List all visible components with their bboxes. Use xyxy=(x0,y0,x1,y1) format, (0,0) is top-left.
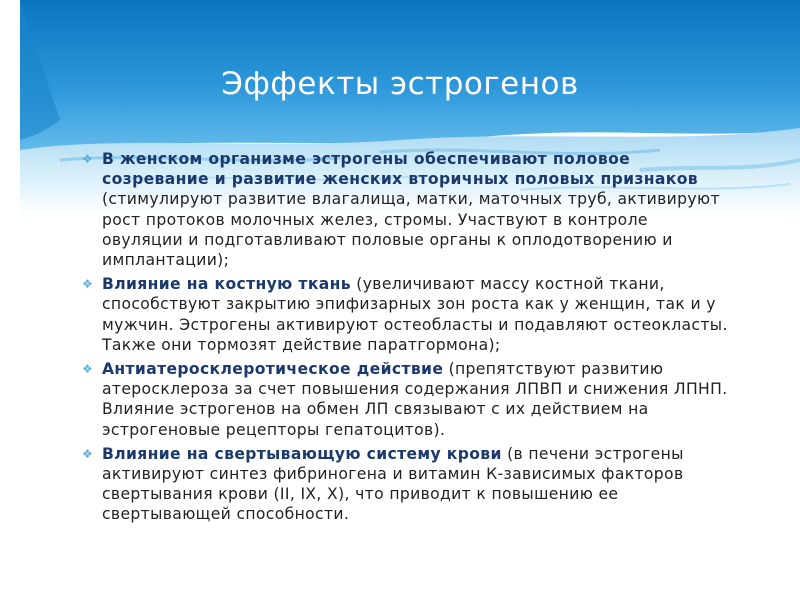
bullet-item-antiatherosclerotic xyxy=(82,359,732,440)
bullet-bold-text: Влияние на костную ткань xyxy=(102,275,351,294)
diamond-bullet-icon: ❖ xyxy=(82,446,94,461)
bullet-body-text: (препятствуют развитию атеросклероза за счет повышения содержания ЛПВП и снижения ЛПНП. Влияние эстрогенов на обмен ЛП связывают с их действием на эстрогеновые рецепторы гепатоцитов). xyxy=(102,360,728,439)
diamond-bullet-icon: ❖ xyxy=(82,277,94,292)
bullet-bold-text: В женском организме эстрогены обеспечивают половое созревание и развитие женских вторичных половых признаков xyxy=(102,150,699,189)
bullet-list xyxy=(82,149,732,529)
bullet-body-text: (стимулируют развитие влагалища, матки, маточных труб, активируют рост протоков молочных желез, стромы. Участвуют в контроле овуляции и подготавливают половые органы к оплодотворению и имплантации); xyxy=(102,190,720,270)
bullet-item-bone-tissue xyxy=(82,274,732,355)
bullet-bold-text: Влияние на свертывающую систему крови xyxy=(102,444,502,463)
diamond-bullet-icon: ❖ xyxy=(82,362,94,377)
bullet-bold-text: Антиатеросклеротическое действие xyxy=(102,360,444,379)
slide-title: Эффекты эстрогенов xyxy=(221,66,579,102)
bullet-body-text: (увеличивают массу костной ткани, способствуют закрытию эпифизарных зон роста как у женщин, так и у мужчин. Эстрогены активируют остеобласты и подавляют остеокласты. Также они тормозят действие паратгормона); xyxy=(102,275,728,354)
bullet-body-text: (в печени эстрогены активируют синтез фибриногена и витамин К-зависимых факторов свертывания крови (II, IX, X), что приводит к повышению ее свертывающей способности. xyxy=(102,444,684,524)
bullet-item-blood-coagulation xyxy=(82,444,732,525)
bullet-item-female-development xyxy=(82,149,732,270)
diamond-bullet-icon: ❖ xyxy=(82,152,94,166)
